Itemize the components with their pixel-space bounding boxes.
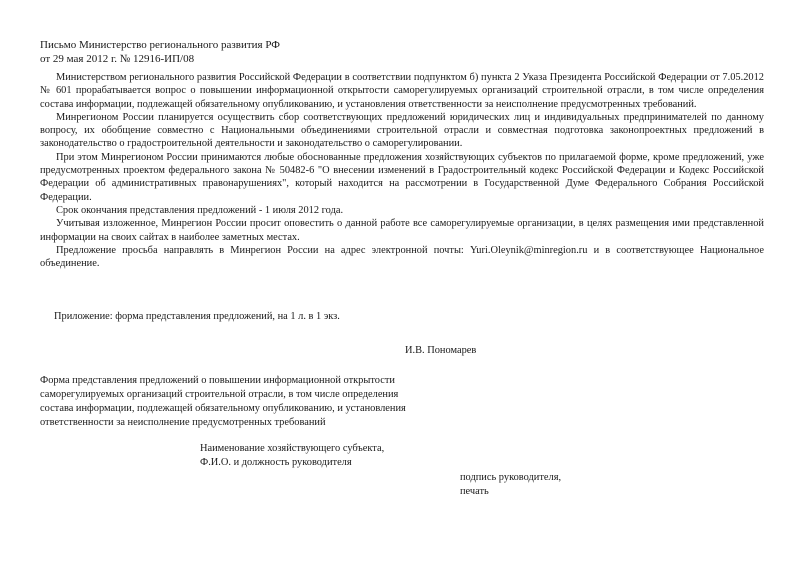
head-name-label: Ф.И.О. и должность руководителя bbox=[200, 457, 352, 468]
letter-title: Письмо Министерство регионального развития РФ bbox=[40, 39, 280, 51]
form-title-line: состава информации, подлежащей обязательному опубликованию, и установления bbox=[40, 403, 406, 414]
signature-label: подпись руководителя, bbox=[460, 472, 562, 483]
letter-date-number: от 29 мая 2012 г. № 12916-ИП/08 bbox=[40, 53, 195, 65]
form-title-line: ответственности за неисполнение предусмотренных требований bbox=[40, 417, 326, 428]
form-title-line: Форма представления предложений о повышении информационной открытости bbox=[40, 375, 395, 386]
paragraph-1: Министерством регионального развития Российской Федерации в соответствии подпунктом б) пункта 2 Указа Президента Российской Федерации от 7.05.2012 № 601 прорабатывается вопрос о повышении информационной открытости саморегулируемых организаций строительной отрасли, в том числе определения состава информации, подлежащей обязательному опубликованию, и установления ответственности за неисполнение предусмотренных требований. bbox=[40, 72, 764, 110]
paragraph-6: Предложение просьба направлять в Минрегион России на адрес электронной почты: Yuri.Oleynik@minregion.ru и в соответствующее Национальное объединение. bbox=[40, 244, 764, 270]
form-title-line: саморегулируемых организаций строительной отрасли, в том числе определения bbox=[40, 389, 399, 400]
signature-block bbox=[460, 471, 561, 499]
attachment-note: Приложение: форма представления предложений, на 1 л. в 1 экз. bbox=[54, 311, 340, 322]
form-title bbox=[40, 374, 460, 430]
paragraph-4: Срок окончания представления предложений - 1 июля 2012 года. bbox=[56, 204, 344, 216]
paragraph-2: Минрегионом России планируется осуществить сбор соответствующих предложений юридических лиц и индивидуальных предпринимателей по данному вопросу, их обобщение совместно с Национальными объединениями строительной отрасли и совместная подготовка законопроектных предложений в законодательство о градостроительной деятельности и законодательство о саморегулировании. bbox=[40, 111, 764, 150]
paragraph-3: При этом Минрегионом России принимаются любые обоснованные предложения хозяйствующих субъектов по прилагаемой форме, кроме предложений, уже предусмотренных проектом федерального закона № 50482-6 "О внесении изменений в Градостроительный кодекс Российской Федерации и Кодекс Российской Федерации об административных правонарушениях", который находится на рассмотрении в Государственной Думе Федерального Собрания Российской Федерации. bbox=[40, 151, 764, 203]
stamp-label: печать bbox=[460, 486, 489, 497]
signer-name: И.В. Пономарев bbox=[405, 345, 477, 356]
letter-body bbox=[40, 71, 764, 270]
entity-name-label: Наименование хозяйствующего субъекта, bbox=[200, 443, 385, 454]
entity-block bbox=[200, 442, 384, 470]
paragraph-5: Учитывая изложенное, Минрегион России просит оповестить о данной работе все саморегулируемые организации, в целях размещения ими представленной информации на своих сайтах в наиболее заметных местах. bbox=[40, 218, 764, 243]
